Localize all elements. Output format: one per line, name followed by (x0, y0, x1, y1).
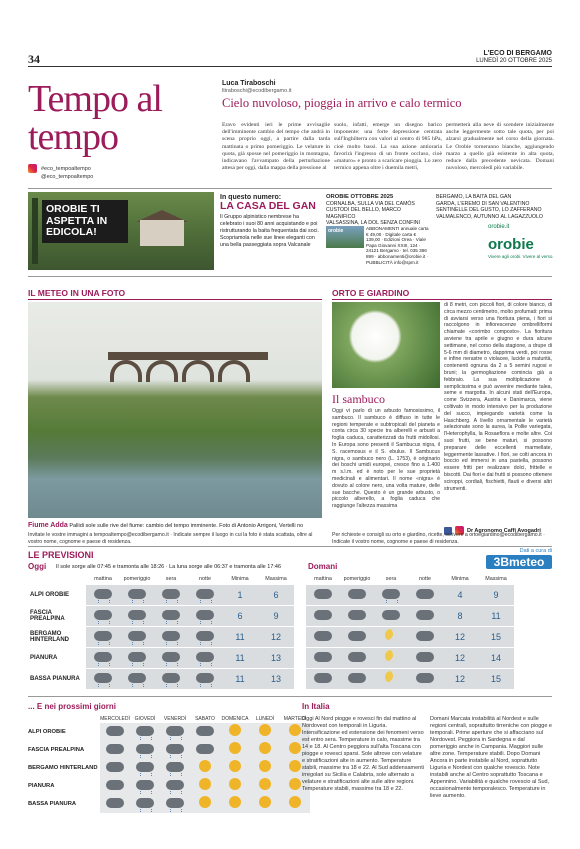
weather-cell (250, 795, 280, 813)
weather-cell (408, 605, 442, 626)
cloud-icon (196, 726, 214, 736)
max-temperature: 9 (478, 584, 514, 605)
bridge-arch (110, 360, 142, 382)
forecast-row (28, 668, 294, 689)
area-label: BERGAMO HINTERLAND (28, 626, 86, 647)
cloud-icon (416, 631, 434, 641)
period-header: sera (165, 575, 177, 582)
next-days-row (28, 741, 310, 759)
days-header-row (28, 714, 310, 723)
period-header: notte (419, 575, 431, 582)
period-header: pomeriggio (123, 575, 151, 582)
sun-icon (199, 760, 211, 772)
rain-cloud-icon (94, 589, 112, 599)
weather-cell (130, 723, 160, 741)
orto-text-right: di 8 metri, con piccoli fiori, di colore bianco, di circa mezzo centimetro, molto profumati: prima di avviarsi verso una fioritura piena, i fiori si raccolgono in infiorescenze ombrelliformi chiamate «corimbo composto». La fioritura avviene tra aprile e giugno e dura alcune settimane, nel corso della stagione, a drupe di 5-6 mm di diametro, dapprima verdi, poi rosse e infine nerastre o violacee, lucide a maturità, contenenti ognuna da 2 a 5 semini rugosi e bruni; la germogliazione comincia già a febbraio. La sua moltiplicazione è semplicissima e può avvenire mediante talea, seme e margotta. In alcuni stati dell'Europa, come Svizzera, Austria e Danimarca, viene coltivato in modo intensivo per la produzione del succo, impiegando varietà come la Haschberg. A livello ornamentale le varietà selezionate sono la aurea, la Pollie variegata, l'Heterophylla, la Rosaeflora e molte altre. Coi suoi frutti, se bene maturi, si possono preparare delle eccellenti marmellate, leggermente lassative. I fiori, se colti ancora in boccio ed immersi in una pastella, possono essere fritti per realizzare dolci, frittelle e biscotti. Dai fiori e dai frutti si possono ottenere sciroppi, cordiali, fischietti, flauti e diversi altri strumenti. (444, 302, 552, 492)
weather-cell (340, 605, 374, 626)
weather-cell (86, 605, 120, 626)
forecast-row (28, 584, 294, 605)
rain-cloud-icon (94, 652, 112, 662)
rain-cloud-icon (162, 673, 180, 683)
area-label: FASCIA PREALPINA (28, 747, 85, 753)
weather-cell (154, 668, 188, 689)
social-handle-1: #eco_tempoaltempo (41, 165, 91, 172)
weather-cell (120, 668, 154, 689)
page-number: 34 (28, 52, 40, 66)
sun-icon (229, 778, 241, 790)
tomorrow-label: Domani (308, 562, 338, 571)
photo-caption (28, 522, 322, 529)
weather-cell (340, 626, 374, 647)
day-header: MARTEDÌ (283, 715, 307, 722)
rain-cloud-icon (136, 762, 154, 772)
weather-cell (188, 626, 222, 647)
weather-cell (130, 777, 160, 795)
italia-col-1: Oggi Al Nord piogge e rovesci fin dal mattino al Nordovest con temporali in Liguria. Intensificazione ed estensione dei fenomeni verso est entro sera. Temperature in calo, massime tra 14 e 18. Al Centro peggiora sull'alta Toscana con piogge e rovesci sparsi. Sole altrove con velature e stratificazioni alte in aumento. Temperature stabili, massime tra 18 e 22. Al Sud addensamenti irregolari su Sicilia e Calabria, sole alternato a velature e stratificazioni alte sulle altre regioni. Temperature stabili, massime tra 18 e 22. (302, 716, 424, 792)
min-temperature: 11 (222, 647, 258, 668)
rain-cloud-icon (128, 589, 146, 599)
sun-icon (229, 742, 241, 754)
weather-cell (190, 741, 220, 759)
weather-cell (374, 668, 408, 689)
rain-cloud-icon (166, 744, 184, 754)
weather-cell (340, 584, 374, 605)
weather-cell (220, 723, 250, 741)
moon-icon (385, 629, 397, 641)
orto-text-left: Oggi vi parlo di un arbusto famosissimo, il sambuco. Il sambuco è diffuso in tutte le regioni temperate e subtropicali del pianeta e conta circa 30 specie tra alberelli e arbusti a foglia caduca, caratterizzati da frutti midollosi. In Europa sono presenti il Sambucus nigra, il S. racemosus e il S. ebulus. Il Sambucus nigra, o sambuco nero (L. 1753), è originario dei boschi umidi europei, cresce fino a 1.400 m s.l.m. ed è noto per le sue proprietà medicinali e alimentari. Il nome «nigra» è dovuto al colore nero, una volta mature, delle sue bacche. Questo è un grande arbusto, o piccolo alberello, a foglia caduca che raggiunge l'altezza massima (332, 408, 440, 510)
weather-cell (160, 759, 190, 777)
forecast-header-row (306, 574, 514, 584)
forecast-row (306, 647, 514, 668)
forecast-row (306, 626, 514, 647)
meteo-foto-label: IL METEO IN UNA FOTO (28, 288, 126, 298)
cloud-icon (348, 652, 366, 662)
weather-cell (154, 647, 188, 668)
article-column-1: Eravo evidenti ieri le prime avvisaglie dell'imminente cambio del tempo che andrà in scena proprio oggi, a partire dalla tarda mattinata o primo pomeriggio. Le velature in quota, già sposse nel pomeriggio in montagna, indicavano l'avvampato della perturbazione attesa per oggi, dalla mappa della pressione al (222, 122, 330, 172)
cloud-icon (382, 610, 400, 620)
rain-cloud-icon (196, 610, 214, 620)
sun-icon (229, 724, 241, 736)
cloud-icon (416, 673, 434, 683)
cloud-icon (348, 589, 366, 599)
paper-date: LUNEDÌ 20 OTTOBRE 2025 (476, 58, 552, 64)
period-header: pomeriggio (343, 575, 371, 582)
weather-cell (374, 605, 408, 626)
rain-cloud-icon (136, 744, 154, 754)
orobie-contents-right (436, 194, 552, 220)
contents-line: BERGAMO, LA BAITA DEL GAN (436, 194, 512, 200)
max-temperature: 14 (478, 647, 514, 668)
cloud-icon (314, 631, 332, 641)
day-header: GIOVEDÌ (134, 715, 156, 722)
max-temperature: 9 (258, 605, 294, 626)
weather-cell (306, 605, 340, 626)
sun-icon (259, 760, 271, 772)
cloud-icon (314, 589, 332, 599)
min-temperature: 12 (442, 626, 478, 647)
min-temperature: 12 (442, 668, 478, 689)
italia-title: In Italia (302, 702, 330, 711)
next-days-row (28, 795, 310, 813)
rain-cloud-icon (166, 798, 184, 808)
signature-text: Dr Agronomo Caffi Avogadri (467, 527, 541, 534)
weather-cell (86, 668, 120, 689)
weather-cell (120, 605, 154, 626)
max-temperature: 15 (478, 668, 514, 689)
october-line: CORNALBA, SULLA VIA DEL CAMÓS (326, 200, 415, 207)
area-label: ALPI OROBIE (28, 584, 86, 605)
sun-icon (199, 796, 211, 808)
forecast-row (306, 584, 514, 605)
weather-cell (188, 647, 222, 668)
rain-cloud-icon (196, 652, 214, 662)
period-header: notte (199, 575, 211, 582)
max-temperature: 13 (258, 647, 294, 668)
weather-cell (100, 777, 130, 795)
social-instagram[interactable] (28, 164, 91, 173)
weather-cell (374, 647, 408, 668)
day-header: SABATO (195, 715, 215, 722)
paper-masthead (476, 50, 552, 65)
october-title: OROBIE OTTOBRE 2025 (326, 194, 394, 200)
sun-icon (199, 778, 211, 790)
area-label: BASSA PIANURA (28, 801, 77, 807)
caption-title: Fiume Adda (28, 522, 68, 529)
sun-icon (289, 796, 301, 808)
river-bridge-photo[interactable] (28, 302, 322, 518)
min-temperature: 8 (442, 605, 478, 626)
weather-cell (280, 795, 310, 813)
weather-cell (250, 777, 280, 795)
weather-cell (188, 605, 222, 626)
rain-cloud-icon (128, 652, 146, 662)
bridge-arch (218, 360, 250, 382)
period-header: mattina (94, 575, 112, 582)
weather-cell (154, 584, 188, 605)
weather-cell (306, 626, 340, 647)
weather-cell (160, 777, 190, 795)
caption-text: Pallidi sole sulle rive del fiume: cambio del tempo imminente. Foto di Antonio Arrigoni, Vertelli no (69, 523, 304, 529)
weather-cell (100, 759, 130, 777)
weather-cell (120, 647, 154, 668)
max-temperature: 11 (478, 605, 514, 626)
rain-cloud-icon (162, 631, 180, 641)
weather-cell (190, 759, 220, 777)
cloud-icon (314, 610, 332, 620)
rain-cloud-icon (382, 589, 400, 599)
weather-cell (220, 759, 250, 777)
max-temperature: 13 (258, 668, 294, 689)
weather-cell (188, 584, 222, 605)
next-days-row (28, 759, 310, 777)
orto-title: Il sambuco (332, 392, 385, 406)
rain-cloud-icon (166, 780, 184, 790)
provider-logo: 3Bmeteo (486, 555, 552, 569)
orto-rule (332, 299, 552, 300)
weather-cell (408, 647, 442, 668)
rain-cloud-icon (196, 589, 214, 599)
rain-cloud-icon (128, 631, 146, 641)
cloud-icon (314, 673, 332, 683)
today-label: Oggi (28, 562, 47, 571)
header-spacer (28, 574, 86, 584)
weather-cell (190, 795, 220, 813)
social-instagram-2[interactable] (41, 174, 93, 180)
rain-cloud-icon (196, 631, 214, 641)
forecast-row (28, 626, 294, 647)
sun-moon-info: Il sole sorge alle 07:45 e tramonta alle 18:26 · La luna sorge alle 06:37 e tramonta alle 17:46 (56, 564, 282, 570)
area-label: PIANURA (28, 647, 86, 668)
weather-cell (408, 668, 442, 689)
photo-credit-tag (32, 198, 38, 264)
rain-cloud-icon (162, 610, 180, 620)
october-line: CUSTODI DEL BELLO, MARCO MAGNIFICO (326, 207, 401, 220)
weather-cell (340, 647, 374, 668)
cloud-icon (314, 652, 332, 662)
cloud-icon (348, 610, 366, 620)
subscription-info: ABBONAMENTI annuale carta € 49,00 · Digitale carta € 139,00 · Edizioni Orea · Viale Papa Giovanni XXIII, 124 · 24121 Bergamo · tel. 035 386 899 · abbonamenti@orobie.it · PUBBLICITÀ info@spm.it (366, 226, 429, 265)
weather-cell (188, 668, 222, 689)
issue-box (220, 194, 320, 249)
today-forecast-table (28, 574, 294, 689)
weather-cell (100, 795, 130, 813)
italia-col-2: Domani Marcata instabilità al Nordest e sulle regioni centrali, soprattutto tirreniche con piogge e temporali. Prime aperture che si affacciano sul Nordovest. Peggiora in Sardegna e dal pomeriggio anche in Campania. Maggiori sulle altre zone. Temperature stabili. Dopo Domani Ancora in parte instabile al Nord, soprattutto Liguria e Nordest con qualche rovescio. Note instabili anche al Centro soprattutto Toscana e Appennino. Variabilità e qualche rovescio al Sud, occasionalmente temporalesco. Temperature in lieve aumento. (430, 716, 552, 799)
article-column-2: suolo, infatti, emerge un disegno barico imponente: una forte depressione centrata sull'Inghilterra con valori al centro di 985 hPa, cioè molto bassi. La sua azione antioraria favorirà l'ingresso di un fronte occluso, cioè «maturo» e pronto a scaricare pioggia. Lo zero termico appena oltre i duemila metri, (334, 122, 442, 172)
day-header: DOMENICA (221, 715, 249, 722)
weather-cell (340, 668, 374, 689)
promo-headline: OROBIE TI ASPETTA IN EDICOLA! (42, 200, 128, 243)
moon-icon (385, 650, 397, 662)
sun-icon (289, 778, 301, 790)
sun-icon (289, 742, 301, 754)
elderflower-photo[interactable] (332, 302, 440, 388)
forecast-row (28, 605, 294, 626)
sun-icon (259, 778, 271, 790)
weather-cell (220, 795, 250, 813)
weather-cell (250, 759, 280, 777)
forecast-header-row (28, 574, 294, 584)
area-label: ALPI OROBIE (28, 729, 66, 735)
issue-intro: In questo numero: (220, 194, 282, 201)
rain-cloud-icon (136, 798, 154, 808)
weather-cell (100, 741, 130, 759)
rain-cloud-icon (136, 780, 154, 790)
tomorrow-forecast-table (306, 574, 514, 689)
max-temperature: 15 (478, 626, 514, 647)
weather-cell (160, 741, 190, 759)
day-header: VENERDÌ (163, 715, 187, 722)
weather-cell (220, 777, 250, 795)
weather-cell (130, 795, 160, 813)
weather-cell (154, 605, 188, 626)
orobie-promo-image[interactable] (28, 192, 214, 270)
cloud-icon (416, 610, 434, 620)
house-shape (140, 220, 184, 246)
paper-name: L'ECO DI BERGAMO (483, 50, 552, 57)
header-rule (28, 66, 552, 67)
forecast-row (28, 647, 294, 668)
area-label: FASCIA PREALPINA (28, 605, 86, 626)
article-separator (28, 188, 552, 189)
sun-icon (229, 760, 241, 772)
weather-cell (306, 647, 340, 668)
weather-cell (130, 741, 160, 759)
next-days-row (28, 723, 310, 741)
period-header: mattina (314, 575, 332, 582)
moon-icon (385, 671, 397, 683)
forecast-row (306, 605, 514, 626)
min-temperature: 6 (222, 605, 258, 626)
social-handle-2: @eco_tempoaltempo (41, 174, 94, 180)
cloud-icon (106, 744, 124, 754)
cloud-icon (196, 744, 214, 754)
weather-cell (154, 626, 188, 647)
bridge-arch (182, 360, 214, 382)
rain-cloud-icon (94, 610, 112, 620)
weather-cell (374, 626, 408, 647)
rain-cloud-icon (162, 589, 180, 599)
weather-cell (220, 741, 250, 759)
next-days-table (28, 714, 310, 813)
contents-line: GARDA, L'EREMO DI SAN VALENTINO (436, 200, 530, 207)
prossimi-title: ... E nei prossimi giorni (28, 702, 117, 711)
area-label: PIANURA (28, 783, 55, 789)
sun-icon (259, 796, 271, 808)
min-temperature: 11 (222, 668, 258, 689)
article-author: Luca Tiraboschi (222, 80, 276, 87)
weather-cell (86, 647, 120, 668)
bridge-arch (146, 360, 178, 382)
photo-invite: Invitate le vostre immagini a tempoaltempo@ecodibergamo.it · Indicate sempre il luogo in cui la foto è stata scattata, oltre al vostro nome, cognome e paese di residenza. (28, 532, 313, 545)
rain-cloud-icon (136, 726, 154, 736)
provider-badge (486, 548, 552, 572)
weather-cell (306, 668, 340, 689)
weather-cell (130, 759, 160, 777)
minmax-header: Massima (265, 575, 287, 582)
sun-icon (259, 742, 271, 754)
author-email[interactable]: ltiraboschi@ecodibergamo.it (222, 88, 292, 94)
minmax-header: Minima (231, 575, 249, 582)
sun-icon (229, 796, 241, 808)
contents-line: VALMALENCO, AUTUNNO AL LAGAZZUOLO (436, 213, 543, 220)
forecast-row (306, 668, 514, 689)
cloud-icon (416, 589, 434, 599)
area-label: BASSA PIANURA (28, 668, 86, 689)
period-header: sera (385, 575, 397, 582)
contents-line: SENTINELLE DEL GUSTO, LO ZAFFERANO (436, 207, 542, 213)
prossimi-separator (28, 696, 552, 697)
cloud-icon (348, 673, 366, 683)
min-temperature: 11 (222, 626, 258, 647)
weather-cell (86, 584, 120, 605)
orobie-cover-thumbnail[interactable]: orobie (326, 226, 364, 248)
weather-cell (120, 584, 154, 605)
header-spacer (28, 714, 100, 723)
promo-separator (28, 276, 552, 277)
cloud-icon (106, 762, 124, 772)
weather-cell (306, 584, 340, 605)
next-days-row (28, 777, 310, 795)
weather-cell (250, 741, 280, 759)
october-line: VALSASSINA, LA DOL SENZA CONFINI (326, 220, 420, 226)
issue-name: LA CASA DEL GAN (220, 200, 316, 212)
rain-cloud-icon (128, 610, 146, 620)
weather-cell (190, 777, 220, 795)
orobie-slogan: Vivere agli orobi. Vivere al verso. (488, 254, 554, 259)
weather-cell (250, 723, 280, 741)
rain-cloud-icon (166, 762, 184, 772)
weather-cell (120, 626, 154, 647)
orto-invite: Per richieste e consigli su orto e giardino, ricette, scrivere a ortoegiardino@ecodibergamo.it · Indicate il vostro nome, cognome e paese di residenza. (332, 532, 545, 545)
weather-cell (86, 626, 120, 647)
sun-icon (259, 724, 271, 736)
instagram-icon (28, 164, 37, 173)
bridge-deck (108, 352, 268, 360)
section-title: Tempo al tempo (28, 78, 162, 158)
cloud-icon (348, 631, 366, 641)
cloud-icon (416, 652, 434, 662)
rain-cloud-icon (94, 673, 112, 683)
weather-cell (408, 584, 442, 605)
weather-cell (190, 723, 220, 741)
cloud-icon (106, 726, 124, 736)
rain-cloud-icon (166, 726, 184, 736)
rain-cloud-icon (196, 673, 214, 683)
october-contents (326, 194, 430, 227)
article-column-3: permetterà alla neve di scendere inizialmente anche leggermente sotto tale quota, per poi alzarsi gradualmente nel corso della giornata. Le Orobie torneranno bianche, aggiungendo marzo a quello già esistente in alta quota, reduce dalla precedente nevicata. Domani nuvoloso, mercoledì più variabile. (446, 122, 554, 172)
min-temperature: 4 (442, 584, 478, 605)
weather-cell (374, 584, 408, 605)
meteo-foto-rule (28, 299, 322, 300)
previsioni-separator (28, 546, 552, 547)
cloud-icon (106, 780, 124, 790)
weather-cell (100, 723, 130, 741)
article-headline: Cielo nuvoloso, pioggia in arrivo e calo termico (222, 96, 462, 110)
provider-intro: Dati a cura di (519, 548, 552, 554)
previsioni-title: LE PREVISIONI (28, 550, 94, 560)
issue-description: Il Gruppo alpinistico nembrese ha celebrato i suoi 80 anni acquistando e poi ristrutturando la baita frequentata dai soci. Scopriamola nelle sue linee eleganti con una bella passeggiata sopra Valcanale (220, 214, 319, 248)
weather-cell (408, 626, 442, 647)
rain-cloud-icon (94, 631, 112, 641)
sun-icon (289, 760, 301, 772)
min-temperature: 12 (442, 647, 478, 668)
area-label: BERGAMO HINTERLAND (28, 765, 98, 771)
orto-label: ORTO E GIARDINO (332, 288, 410, 298)
day-header: MERCOLEDÌ (100, 715, 130, 722)
orobie-website[interactable]: orobie.it (488, 224, 510, 230)
rain-cloud-icon (128, 673, 146, 683)
weather-cell (160, 723, 190, 741)
cloud-icon (106, 798, 124, 808)
sun-icon (289, 724, 301, 736)
minmax-header: Massima (485, 575, 507, 582)
rain-cloud-icon (162, 652, 180, 662)
max-temperature: 12 (258, 626, 294, 647)
min-temperature: 1 (222, 584, 258, 605)
weather-cell (160, 795, 190, 813)
minmax-header: Minima (451, 575, 469, 582)
orobie-logo: orobie (488, 236, 534, 253)
day-header: LUNEDÌ (255, 715, 275, 722)
max-temperature: 6 (258, 584, 294, 605)
